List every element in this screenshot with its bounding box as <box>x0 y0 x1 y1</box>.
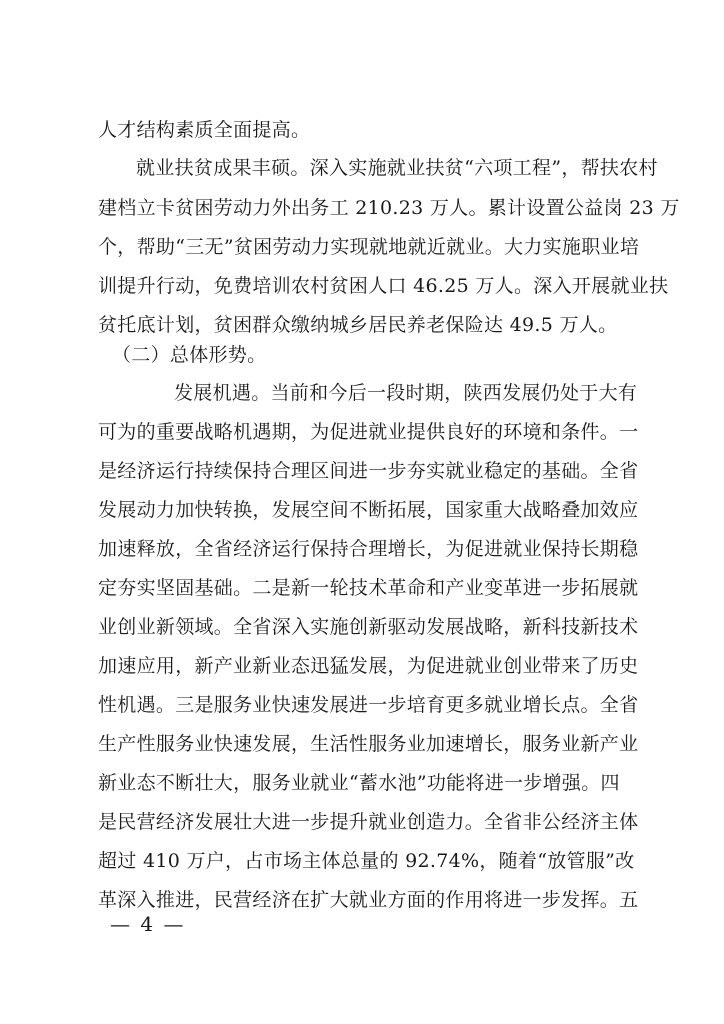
text-line: 训提升行动，免费培训农村贫困人口 46.25 万人。深入开展就业扶 <box>98 275 669 297</box>
text-line: 新业态不断壮大，服务业就业“蓄水池”功能将进一步增强。四 <box>98 772 620 794</box>
text-line: 发展动力加快转换，发展空间不断拓展，国家重大战略叠加效应 <box>98 499 639 521</box>
text-line: 业创业新领域。全省深入实施创新驱动发展战略，新科技新技术 <box>98 616 639 638</box>
page-number: — 4 — <box>110 912 186 936</box>
text-line: 可为的重要战略机遇期，为促进就业提供良好的环境和条件。一 <box>98 421 639 443</box>
text-line: 加速应用，新产业新业态迅猛发展，为促进就业创业带来了历史 <box>98 655 639 677</box>
section-heading: （二）总体形势。 <box>112 344 267 366</box>
text-line: 是经济运行持续保持合理区间进一步夯实就业稳定的基础。全省 <box>98 460 639 482</box>
text-line: 人才结构素质全面提高。 <box>98 119 311 141</box>
paragraph-start-line: 发展机遇。当前和今后一段时期，陕西发展仍处于大有 <box>174 382 638 404</box>
text-line: 革深入推进，民营经济在扩大就业方面的作用将进一步发挥。五 <box>98 889 639 911</box>
text-line: 超过 410 万户，占市场主体总量的 92.74%，随着“放管服”改 <box>98 850 635 872</box>
text-line: 加速释放，全省经济运行保持合理增长，为促进就业保持长期稳 <box>98 538 639 560</box>
text-line: 个，帮助“三无”贫困劳动力实现就地就近就业。大力实施职业培 <box>98 236 640 258</box>
text-line: 定夯实坚固基础。二是新一轮技术革命和产业变革进一步拓展就 <box>98 577 639 599</box>
text-line: 是民营经济发展壮大进一步提升就业创造力。全省非公经济主体 <box>98 811 639 833</box>
paragraph-start-line: 就业扶贫成果丰硕。深入实施就业扶贫“六项工程”，帮扶农村 <box>136 157 658 179</box>
text-line: 贫托底计划，贫困群众缴纳城乡居民养老保险达 49.5 万人。 <box>98 314 618 336</box>
text-line: 性机遇。三是服务业快速发展进一步培育更多就业增长点。全省 <box>98 694 639 716</box>
text-line: 生产性服务业快速发展，生活性服务业加速增长，服务业新产业 <box>98 733 639 755</box>
text-line: 建档立卡贫困劳动力外出务工 210.23 万人。累计设置公益岗 23 万 <box>98 197 680 219</box>
